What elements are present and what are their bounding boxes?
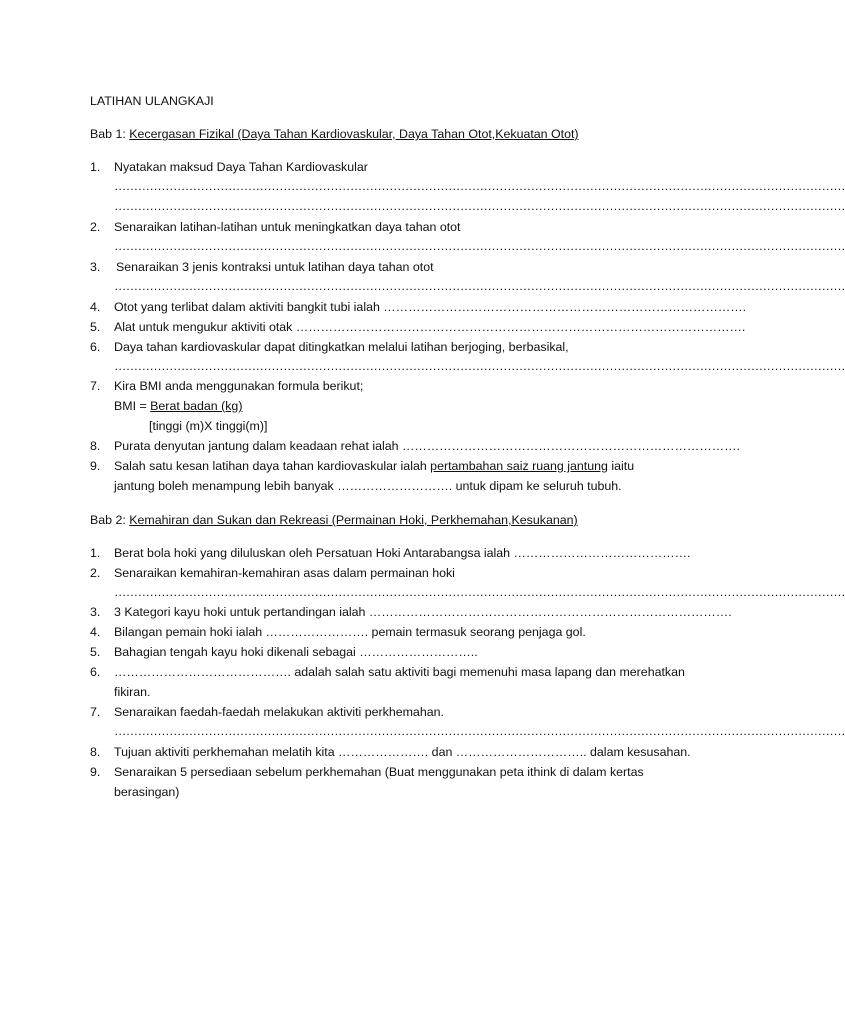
bmi-numerator: Berat badan (kg) <box>150 399 243 413</box>
question-item <box>0 744 768 760</box>
chapter-2-title: Kemahiran dan Sukan dan Rekreasi (Permainan Hoki, Perkhemahan,Kesukanan) <box>129 513 578 527</box>
question-number: 8. <box>90 745 101 759</box>
chapter-1-heading <box>90 126 579 142</box>
bmi-label: BMI = <box>114 399 151 413</box>
question-number: 5. <box>90 320 101 334</box>
question-text <box>114 458 634 474</box>
question-item <box>0 299 768 315</box>
question-number: 9. <box>90 765 101 779</box>
question-item <box>0 219 768 235</box>
question-number: 1. <box>90 546 101 560</box>
question-text-continued: berasingan) <box>114 785 180 799</box>
chapter-2-heading <box>90 512 578 528</box>
question-item <box>0 159 768 175</box>
question-item <box>0 565 768 581</box>
question-text-part: Salah satu kesan latihan daya tahan kardiovaskular ialah <box>114 459 431 473</box>
question-text: Purata denyutan jantung dalam keadaan rehat ialah ………………………………………………………………………. <box>114 439 740 453</box>
underlined-phrase: pertambahan saiz ruang jantung <box>430 459 608 473</box>
question-text-part: iaitu <box>607 459 635 473</box>
question-text: Senaraikan 5 persediaan sebelum perkhemahan (Buat menggunakan peta ithink di dalam kertas <box>114 765 644 779</box>
question-text: Senaraikan latihan-latihan untuk meningkatkan daya tahan otot <box>114 220 461 234</box>
question-number: 3. <box>90 260 101 274</box>
question-number: 5. <box>90 645 101 659</box>
answer-line: …………………………………………………………………………………………………………………………………………………………………… <box>114 359 845 373</box>
question-number: 7. <box>90 379 101 393</box>
question-item <box>0 664 768 680</box>
question-text: 3 Kategori kayu hoki untuk pertandingan ialah ……………………………………………………………………………. <box>114 605 732 619</box>
question-number: 8. <box>90 439 101 453</box>
question-text: Bilangan pemain hoki ialah ……………………. pemain termasuk seorang penjaga gol. <box>114 625 586 639</box>
question-number: 6. <box>90 665 101 679</box>
question-number: 2. <box>90 220 101 234</box>
question-item <box>0 704 768 720</box>
question-item <box>0 624 768 640</box>
question-number: 4. <box>90 300 101 314</box>
question-text: Nyatakan maksud Daya Tahan Kardiovaskular <box>114 160 368 174</box>
question-text: Bahagian tengah kayu hoki dikenali sebagai ……………………….. <box>114 645 478 659</box>
answer-line: …………………………………………………………………………………………………………………………………………………………………… <box>114 279 845 293</box>
bmi-denominator: [tinggi (m)X tinggi(m)] <box>149 419 268 433</box>
question-text-continued: fikiran. <box>114 685 151 699</box>
question-item <box>0 458 768 474</box>
question-number: 4. <box>90 625 101 639</box>
chapter-2-prefix: Bab 2: <box>90 513 130 527</box>
answer-line: …………………………………………………………………………………………………………………………………………………………………… <box>114 239 845 253</box>
question-item <box>0 604 768 620</box>
question-item <box>0 438 768 454</box>
question-number: 7. <box>90 705 101 719</box>
question-text: Daya tahan kardiovaskular dapat ditingkatkan melalui latihan berjoging, berbasikal, <box>114 340 569 354</box>
question-text: Alat untuk mengukur aktiviti otak ………………………………………………………………………………………………. <box>114 320 746 334</box>
chapter-1-title: Kecergasan Fizikal (Daya Tahan Kardiovaskular, Daya Tahan Otot,Kekuatan Otot) <box>129 127 579 141</box>
question-item <box>0 259 768 275</box>
bmi-formula <box>114 398 242 414</box>
answer-line: …………………………………………………………………………………………………………………………………………………………………… <box>114 179 845 193</box>
question-number: 3. <box>90 605 101 619</box>
question-item <box>0 545 768 561</box>
question-item <box>0 339 768 355</box>
question-item <box>0 378 768 394</box>
question-number: 9. <box>90 459 101 473</box>
question-number: 1. <box>90 160 101 174</box>
question-text-continued: jantung boleh menampung lebih banyak ………………………. untuk dipam ke seluruh tubuh. <box>114 479 622 493</box>
question-text: Kira BMI anda menggunakan formula berikut; <box>114 379 364 393</box>
question-text: Tujuan aktiviti perkhemahan melatih kita …………………. dan ………………………….. dalam kesusahan. <box>114 745 691 759</box>
worksheet-heading: LATIHAN ULANGKAJI <box>90 94 214 108</box>
question-item <box>0 764 768 780</box>
question-text: Senaraikan faedah-faedah melakukan aktiviti perkhemahan. <box>114 705 444 719</box>
question-text: ……………………………………. adalah salah satu aktiviti bagi memenuhi masa lapang dan merehatkan <box>114 665 685 679</box>
question-text: Otot yang terlibat dalam aktiviti bangkit tubi ialah ……………………………………………………………………………. <box>114 300 747 314</box>
question-number: 2. <box>90 566 101 580</box>
question-text: Senaraikan kemahiran-kemahiran asas dalam permainan hoki <box>114 566 455 580</box>
question-item <box>0 644 768 660</box>
answer-line: …………………………………………………………………………………………………………………………………………………………………… <box>114 724 845 738</box>
chapter-1-prefix: Bab 1: <box>90 127 130 141</box>
answer-line: …………………………………………………………………………………………………………………………………………………………………… <box>114 585 845 599</box>
question-text: Berat bola hoki yang diluluskan oleh Persatuan Hoki Antarabangsa ialah ……………………………………. <box>114 546 691 560</box>
question-number: 6. <box>90 340 101 354</box>
question-item <box>0 319 768 335</box>
answer-line: …………………………………………………………………………………………………………………………………………………………………… <box>114 199 845 213</box>
question-text: Senaraikan 3 jenis kontraksi untuk latihan daya tahan otot <box>116 260 434 274</box>
